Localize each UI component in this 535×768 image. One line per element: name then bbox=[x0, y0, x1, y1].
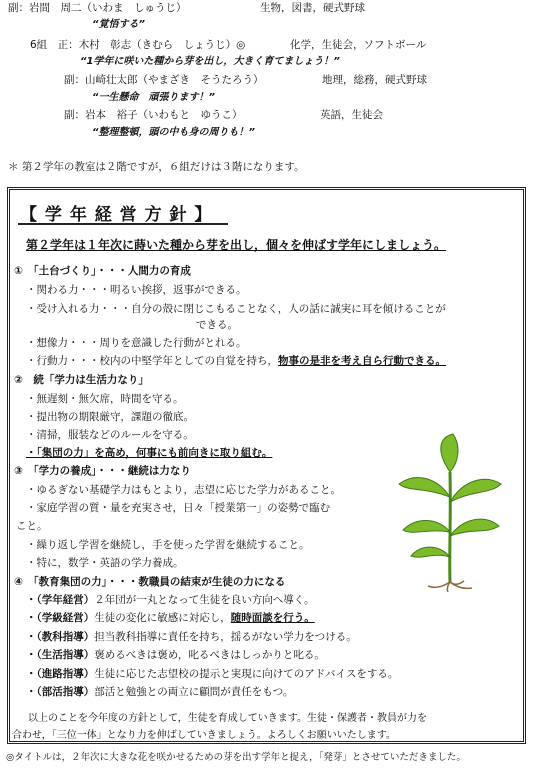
staff-row-4 bbox=[64, 108, 243, 122]
sprout-illustration bbox=[395, 432, 505, 592]
staff-subjects: 地理，総務，硬式野球 bbox=[322, 74, 427, 86]
section-1-line: ・受け入れる力・・・自分の殻に閉じこもることなく，人の話に誠実に耳を傾けることが bbox=[26, 303, 446, 315]
section-1-line-action bbox=[26, 354, 446, 368]
staff-row-3 bbox=[64, 73, 264, 87]
closing-line-2: 合わせ，「三位一体」となり力を伸ばしていきましょう。よろしくお願いいたします。 bbox=[12, 730, 396, 741]
staff-motto: “一生懸命 頑張ります！” bbox=[92, 92, 215, 103]
staff-role: 副： bbox=[64, 109, 85, 121]
section-4-heading: ④ 「教育集団の力」・・・教職員の結束が生徒の力になる bbox=[14, 576, 286, 588]
staff-subjects: 化学，生徒会，ソフトボール bbox=[290, 39, 427, 51]
section-1-line: ・関わる力・・・明るい挨拶，返事ができる。 bbox=[26, 284, 247, 296]
section-1-line: できる。 bbox=[196, 319, 238, 331]
section-3-heading: ③ 「学力の養成」・・・継続は力なり bbox=[14, 465, 191, 477]
section-2-line: ・清掃，服装などのルールを守る。 bbox=[26, 429, 194, 441]
section-4-item bbox=[26, 667, 398, 681]
section-3-line: ・特に，数学・英語の学力養成。 bbox=[26, 557, 184, 569]
item-tag: ・（教科指導） bbox=[26, 631, 95, 643]
staff-role: 6組 正： bbox=[30, 39, 79, 51]
staff-subjects: 英語，生徒会 bbox=[320, 109, 383, 121]
section-1-heading: ① 「土台づくり」・・・人間力の育成 bbox=[14, 265, 191, 277]
section-4-item bbox=[26, 648, 325, 662]
item-text: ２年団が一丸となって生徒を良い方向へ導く。 bbox=[94, 594, 315, 606]
section-3-line: ・家庭学習の質・量を充実させ，日々「授業第一」の姿勢で臨む bbox=[26, 502, 331, 514]
staff-name: 山崎壮太郎（やまざき そうたろう） bbox=[85, 74, 264, 86]
staff-row-1 bbox=[8, 1, 187, 15]
section-2-line: ・無遅刻・無欠席，時間を守る。 bbox=[26, 393, 184, 405]
section-4-item bbox=[26, 611, 315, 625]
item-tag: ・（学級経営） bbox=[26, 612, 95, 624]
item-tag: ・（生活指導） bbox=[26, 649, 95, 661]
staff-motto: “整理整頓，頭の中も身の周りも！” bbox=[92, 127, 255, 138]
section-2-line: ・提出物の期限厳守，課題の徹底。 bbox=[26, 411, 194, 423]
staff-motto: “1学年に咲いた種から芽を出し，大きく育てましょう！” bbox=[80, 56, 340, 67]
staff-motto: “覚悟する” bbox=[92, 19, 145, 30]
staff-name: 岩本 裕子（いわもと ゆうこ） bbox=[85, 109, 243, 121]
title-divider bbox=[18, 223, 228, 225]
section-4-item bbox=[26, 685, 293, 699]
staff-subjects: 生物，図書，硬式野球 bbox=[260, 2, 365, 14]
policy-title: 【 学 年 経 営 方 針 】 bbox=[20, 205, 213, 225]
staff-name: 岩間 周二（いわま しゅうじ） bbox=[29, 2, 187, 14]
item-tag: ・（進路指導） bbox=[26, 668, 95, 680]
section-2-heading: ② 続「学力は生活力なり」 bbox=[14, 374, 149, 386]
item-tag: ・（部活指導） bbox=[26, 686, 95, 698]
section-2-emphasis: ・「集団の力」を高め，何事にも前向きに取り組む。 bbox=[26, 447, 273, 459]
item-text: 褒めるべきは褒め，叱るべきはしっかりと叱る。 bbox=[94, 649, 325, 661]
item-text: 部活と勉強との両立に顧問が責任をもつ。 bbox=[94, 686, 294, 698]
section-4-item bbox=[26, 630, 357, 644]
section-3-line: ・繰り返し学習を継続し，手を使った学習を継続すること。 bbox=[26, 539, 310, 551]
staff-role: 副： bbox=[64, 74, 85, 86]
staff-row-2 bbox=[30, 38, 245, 52]
section-4-item bbox=[26, 593, 315, 607]
item-text: 生徒に応じた志望校の提示と実現に向けてのアドバイスをする。 bbox=[94, 668, 399, 680]
item-text: 生徒の変化に敏感に対応し， bbox=[94, 612, 231, 624]
item-emphasis: 随時面談を行う。 bbox=[230, 612, 315, 624]
footer-note: ◎タイトルは，２年次に大きな花を咲かせるための芽を出す学年と捉え，「発芽」とさせていただきました。 bbox=[6, 752, 466, 763]
action-emphasis: 物事の是非を考え自ら行動できる。 bbox=[278, 355, 446, 367]
item-text: 担当教科指導に責任を持ち，揺るがない学力をつける。 bbox=[94, 631, 357, 643]
section-3-line: ・ゆるぎない基礎学力はもとより，志望に応じた学力があること。 bbox=[26, 484, 341, 496]
section-3-line: こと。 bbox=[16, 520, 48, 532]
section-1-line: ・想像力・・・周りを意識した行動がとれる。 bbox=[26, 337, 247, 349]
item-tag: ・（学年経営） bbox=[26, 594, 95, 606]
closing-line-1: 以上のことを今年度の方針として，生徒を育成していきます。生徒・保護者・教員が力を bbox=[28, 713, 427, 724]
floor-note: ＊ 第２学年の教室は２階ですが，６組だけは３階になります。 bbox=[8, 161, 305, 173]
staff-role: 副： bbox=[8, 2, 29, 14]
action-text: ・行動力・・・校内の中堅学年としての自覚を持ち， bbox=[26, 355, 278, 367]
policy-goal: 第２学年は１年次に蒔いた種から芽を出し，個々を伸ばす学年にしましょう。 bbox=[26, 238, 447, 252]
staff-name: 木村 彰志（きむら しょうじ）◎ bbox=[78, 39, 246, 51]
